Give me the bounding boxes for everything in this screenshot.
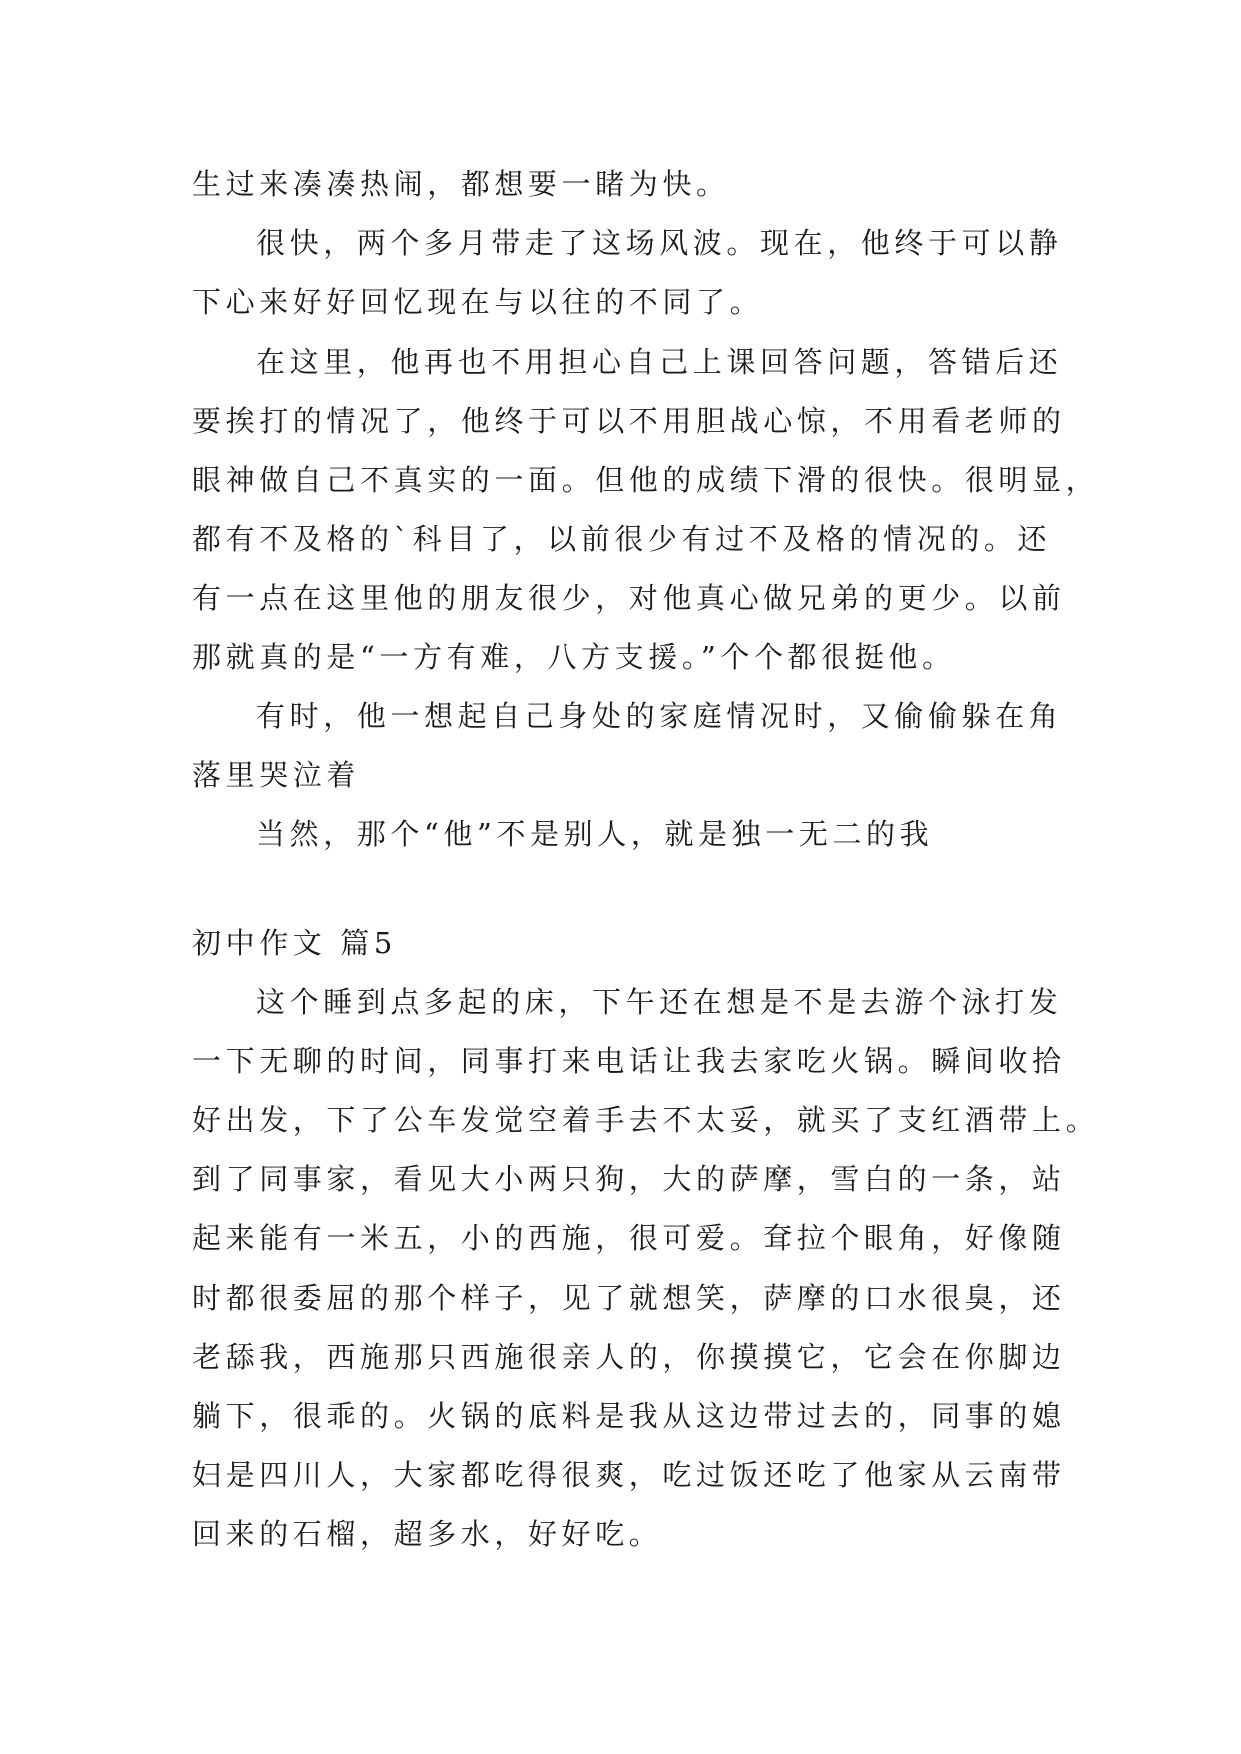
essay4-line-4: 在这里，他再也不用担心自己上课回答问题，答错后还 (256, 345, 1063, 379)
essay5-heading: 初中作文 篇5 (192, 926, 397, 960)
essay4-line-5: 要挨打的情况了，他终于可以不用胆战心惊，不用看老师的 (192, 404, 1066, 438)
essay5-line-5: 起来能有一米五，小的西施，很可爱。耷拉个眼角，好像随 (192, 1221, 1066, 1255)
essay4-line-10: 有时，他一想起自己身处的家庭情况时，又偷偷躲在角 (256, 699, 1063, 733)
essay5-line-9: 妇是四川人，大家都吃得很爽，吃过饭还吃了他家从云南带 (192, 1458, 1066, 1492)
essay5-line-4: 到了同事家，看见大小两只狗，大的萨摩，雪白的一条，站 (192, 1162, 1066, 1196)
essay4-line-3: 下心来好好回忆现在与以往的不同了。 (192, 285, 764, 319)
essay4-line-12: 当然，那个“他”不是别人，就是独一无二的我 (256, 817, 934, 851)
essay4-line-9: 那就真的是“一方有难，八方支援。”个个都很挺他。 (192, 640, 956, 674)
essay5-line-1: 这个睡到点多起的床，下午还在想是不是去游个泳打发 (256, 985, 1063, 1019)
essay5-line-2: 一下无聊的时间，同事打来电话让我去家吃火锅。瞬间收拾 (192, 1044, 1066, 1078)
essay4-line-1: 生过来凑凑热闹，都想要一睹为快。 (192, 167, 730, 201)
essay4-line-6: 眼神做自己不真实的一面。但他的成绩下滑的很快。很明显， (192, 463, 1100, 497)
essay5-line-10: 回来的石榴，超多水，好好吃。 (192, 1517, 663, 1551)
essay4-line-8: 有一点在这里他的朋友很少，对他真心做兄弟的更少。以前 (192, 581, 1066, 615)
essay5-line-6: 时都很委屈的那个样子，见了就想笑，萨摩的口水很臭，还 (192, 1281, 1066, 1315)
essay4-line-7: 都有不及格的`科目了，以前很少有过不及格的情况的。还 (192, 522, 1052, 556)
essay5-line-8: 躺下，很乖的。火锅的底料是我从这边带过去的，同事的媳 (192, 1399, 1066, 1433)
essay5-line-3: 好出发，下了公车发觉空着手去不太妥，就买了支红酒带上。 (192, 1103, 1100, 1137)
essay5-line-7: 老舔我，西施那只西施很亲人的，你摸摸它，它会在你脚边 (192, 1340, 1066, 1374)
essay4-line-2: 很快，两个多月带走了这场风波。现在，他终于可以静 (256, 226, 1063, 260)
essay4-line-11: 落里哭泣着 (192, 758, 361, 792)
